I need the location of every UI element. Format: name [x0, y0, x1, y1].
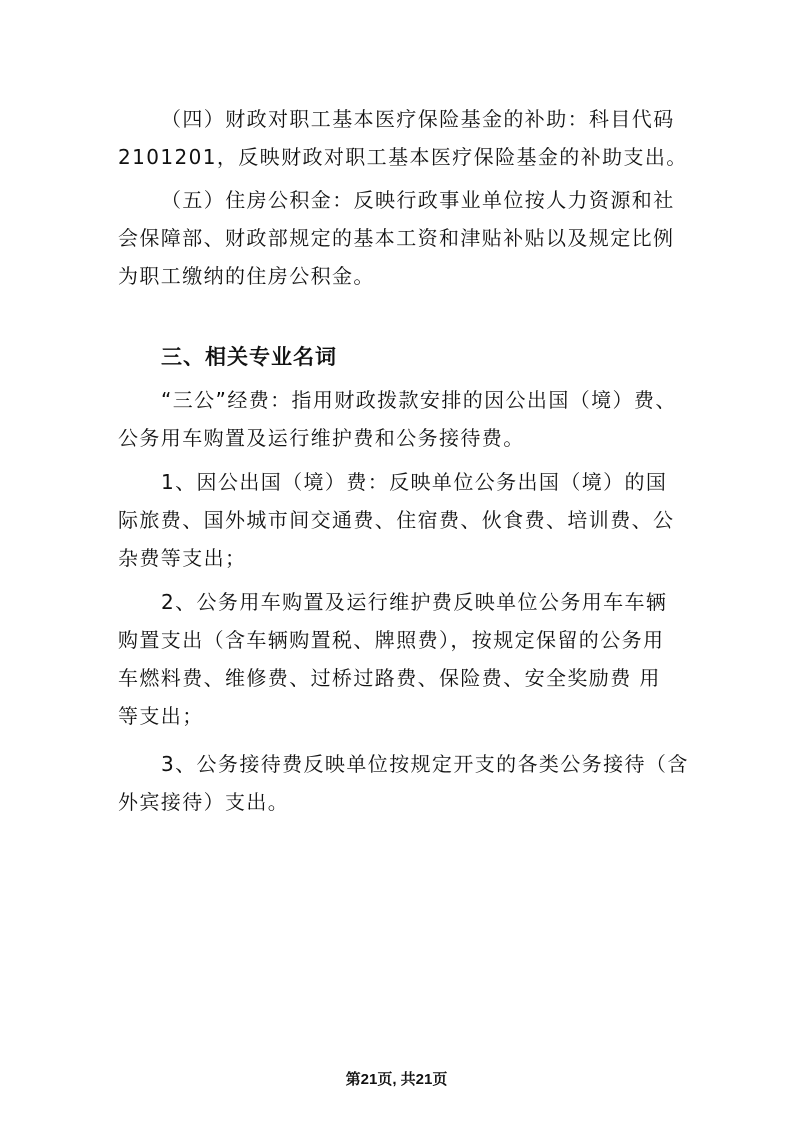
- paragraph-item-1: [118, 463, 678, 577]
- paragraph-line: 等支出；: [118, 704, 204, 728]
- paragraph-sangong-definition: [118, 381, 678, 457]
- paragraph-line: 3、公务接待费反映单位按规定开支的各类公务接待（含: [161, 752, 689, 776]
- paragraph-line: 外宾接待）支出。: [118, 790, 290, 814]
- paragraph-line: （五）住房公积金：反映行政事业单位按人力资源和社: [161, 188, 675, 212]
- paragraph-line: 会保障部、财政部规定的基本工资和津贴补贴以及规定比例: [118, 226, 675, 250]
- paragraph-line: 2、公务用车购置及运行维护费反映单位公务用车车辆: [161, 590, 668, 614]
- paragraph-line: 车燃料费、维修费、过桥过路费、保险费、安全奖励费 用: [118, 666, 661, 690]
- paragraph-line: 2101201，反映财政对职工基本医疗保险基金的补助支出。: [118, 145, 688, 169]
- paragraph-line: 杂费等支出；: [118, 546, 247, 570]
- paragraph-line: “三公”经费：指用财政拨款安排的因公出国（境）费、: [161, 388, 677, 412]
- paragraph-line: 为职工缴纳的住房公积金。: [118, 264, 375, 288]
- paragraph-medical-insurance-subsidy: [118, 100, 688, 176]
- paragraph-line: 公务用车购置及运行维护费和公务接待费。: [118, 426, 525, 450]
- paragraph-line: （四）财政对职工基本医疗保险基金的补助：科目代码: [161, 107, 675, 131]
- paragraph-line: 购置支出（含车辆购置税、牌照费），按规定保留的公务用: [118, 628, 665, 652]
- page-number-footer: 第21页, 共21页: [345, 1071, 448, 1088]
- paragraph-item-2: [118, 583, 678, 735]
- section-heading-terms: [118, 338, 678, 376]
- paragraph-item-3: [118, 745, 689, 821]
- paragraph-housing-fund: [118, 181, 678, 295]
- section-heading: 三、相关专业名词: [161, 345, 337, 369]
- paragraph-line: 际旅费、国外城市间交通费、住宿费、伙食费、培训费、公: [118, 508, 675, 532]
- paragraph-line: 1、因公出国（境）费：反映单位公务出国（境）的国: [161, 470, 668, 494]
